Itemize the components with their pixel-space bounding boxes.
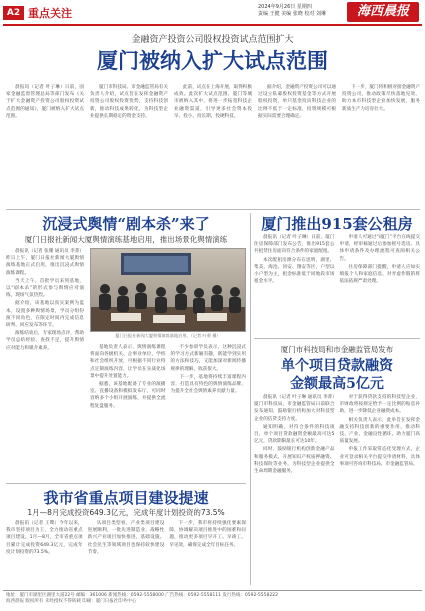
story5-subheadline: 1月—8月完成投资649.3亿元，完成年度计划投资的73.5% [27, 508, 225, 517]
paragraph: 申报工作采取常态化受理方式，企业可登录相关平台提交申请材料，具体事项可咨询市科技局、市金融监管局。 [339, 447, 420, 467]
paragraph: 晨报讯（记者 叶子琳）日前，厦门住房保障部门发布公告，推出915套公共租赁住房面向符合条件的家庭配租。 [254, 235, 335, 255]
section-divider [6, 209, 420, 210]
section-title: 重点关注 [28, 7, 72, 20]
story2-photo-block [90, 248, 246, 340]
story5-headline: 我市省重点项目建设提速 [43, 489, 209, 507]
page-header [0, 0, 425, 26]
story3-body [254, 234, 420, 332]
dateline-editors: 责编 王健 美编 张晓 校对 刘琳 [258, 11, 326, 17]
story2-body-lower [90, 344, 246, 481]
paragraph: 晨报讯（记者 王鹭）今年以来，我市坚持项目为王，全力推动省重点项目建设。1月—8月，全市省重点项目累计完成投资649.3亿元，完成年度计划投资的73.5%。 [6, 521, 83, 555]
paragraph: 下一步，我市将持续强化要素保障，协调解决项目推进中的困难和问题，推动更多项目早开工、早竣工、早见效，确保完成全年目标任务。 [169, 521, 246, 548]
story1-body [6, 84, 420, 206]
story4-headline-line1: 单个项目贷款融资 [281, 358, 393, 374]
story4-kicker: 厦门市科技局和市金融监管局发布 [280, 345, 394, 354]
story1-headline: 厦门被纳入扩大试点范围 [97, 48, 328, 73]
paragraph: 据介绍，该基地以真实案例为蓝本，设置多种舆情场景，学员分组扮演不同角色，在限定时间内完成信息研判、回应发布等环节。 [6, 301, 84, 329]
paragraph: 晨报讯（记者 叶子琳）日前，国家金融监督管理总局等部门发布《关于扩大金融资产投资公司股权投资试点范围的通知》，厦门被纳入扩大试点范围。 [6, 85, 84, 119]
story4-headline-line2: 金额最高5亿元 [290, 376, 384, 392]
paragraph: 通知明确，对符合条件的科技项目，单个项目贷款融资金额最高可达5亿元，贷款期限最长可达10年。 [254, 424, 335, 445]
column-divider [250, 213, 251, 585]
paragraph: 晨报讯（记者 叶子琳 通讯员 李菁）厦门市科技局、市金融监管局日前联合发布通知，鼓励银行机构加大对科技型企业的信贷支持力度。 [254, 395, 335, 422]
paragraph: 基地负责人表示，舆情演练课程将面向各级机关、企事业单位、学校和社会组织开放，可根据不同行业特点定制演练内容，让学员在实战化场景中提升处置能力。 [90, 345, 166, 379]
paragraph: 下一步，基地将持续丰富课程内容，打造具有特色的舆情演练品牌，为提升全社会舆情素养贡献力量。 [170, 374, 246, 395]
photo-image [91, 249, 246, 332]
paragraph: 厦门市科技局、市金融监管局有关负责人介绍，试点旨在发挥金融资产投资公司股权投资优势，支持科技创新，推动科技成果转化，为科技型企业提供长期稳定的资金支持。 [90, 85, 168, 119]
header-rule [3, 24, 422, 26]
paragraph: 晨报讯（记者 张珊 通讯员 李菁）昨日上午，厦门日报社新闻大厦舆情演练基地正式启用，推出沉浸式舆情演练课程。 [6, 249, 84, 276]
section-divider [6, 483, 246, 484]
story3-headline: 厦门推出915套公租房 [261, 215, 413, 233]
story5-body [6, 520, 246, 585]
paragraph: 相关负责人表示，此举旨在发挥金融支持科技创新的重要作用，推动科技、产业、金融良性循环，助力厦门高质量发展。 [339, 417, 420, 445]
paragraph: 申请人可通过“i厦门”平台在线提交申请，经审核通过后参加摇号选房。具体申请条件及办理流程可查阅相关公告。 [339, 235, 420, 262]
dateline-date: 2024年9月26日 星期四 [258, 4, 312, 10]
story1-kicker: 金融资产投资公司股权投资试点范围扩大 [131, 35, 294, 45]
page-footer [6, 593, 420, 605]
dateline [258, 4, 338, 18]
paragraph: 据悉，该基地配备了专业的演播室、直播设备和模拟发布厅，可同时容纳多个小组开展演练，并提供全流程复盘服务。 [90, 382, 166, 409]
paragraph: 对于获得贷款支持的科技型企业，市财政将按规定给予一定比例的贴息补助，进一步降低企业融资成本。 [339, 395, 420, 415]
footer-rule [3, 590, 422, 591]
paragraph: 从项目类型看，产业类项目建设进展顺利，一批先进制造业、战略性新兴产业项目加快推进，基础设施、社会民生等领域项目也保持较快建设节奏。 [87, 521, 165, 555]
paragraph: 下一步，厦门将积极对接金融资产投资公司，推动政策尽快落地见效，助力本市科技型企业加快发展，服务新质生产力培育壮大。 [342, 85, 420, 112]
paragraph: 演练结束后，专家现场点评，帮助学员总结经验、查找不足，提升舆情应对能力和媒介素养。 [6, 331, 84, 351]
story4-body [254, 394, 420, 582]
paragraph: 住房保障部门提醒，申请人应如实填报个人和家庭信息，对弄虚作假的将依法依规严肃处理。 [339, 264, 420, 285]
paragraph: 当天上午，首批学员来到基地，以“剧本杀”的形式参与舆情应对演练，现场气氛热烈。 [6, 278, 84, 299]
footer-line: 地址：厦门市湖里区湖里大道22号 邮编：361006 新闻热线：0592-5558000 广告热线：0592-5558111 发行热线：0592-5558222 [6, 593, 278, 598]
news-photo [90, 248, 246, 332]
story2-headline: 沉浸式舆情“剧本杀”来了 [42, 215, 210, 233]
paragraph: 本次配租房源分布在思明、湖里、集美、海沧、同安、翔安等区，户型以小户型为主，租金标准低于同地段市场租金水平。 [254, 257, 335, 285]
page-number-badge: A2 [3, 6, 24, 20]
story2-body-left [6, 248, 84, 481]
footer-line: 海西晨报 版权所有 未经授权不得转载 印刷：厦门日报社印务中心 [6, 599, 137, 604]
paragraph: 不少参训学员表示，这种沉浸式的学习方式新颖有趣，既能学到实用的方法和技巧，又能加深对新闻传播规律的理解，收获很大。 [170, 345, 246, 372]
section-divider [254, 338, 420, 339]
paragraph: 同时，鼓励银行机构创新金融产品和服务模式，开展知识产权质押融资、科技保险等业务，为科技型企业提供全生命周期金融服务。 [254, 447, 335, 475]
paragraph: 据介绍，金融资产投资公司可以通过设立私募股权投资基金等方式开展股权投资，单只基金投向科技企业的比例不低于一定标准，投资规模可根据实际需要合理确定。 [258, 85, 336, 119]
photo-caption: 厦门日报社新闻大厦舆情演练基地启用。（记者 叶勇 摄） [115, 333, 221, 338]
story2-subheadline: 厦门日报社新闻大厦舆情演练基地启用，推出场景化舆情演练 [24, 235, 228, 244]
paragraph: 此前，试点在上海开展，取得积极成效。此次扩大试点范围，厦门等城市被纳入其中，将进一步拓宽科技企业融资渠道，引导更多社会资本投早、投小、投长期、投硬科技。 [174, 85, 252, 119]
masthead-logo: 海西晨报 [347, 2, 419, 22]
